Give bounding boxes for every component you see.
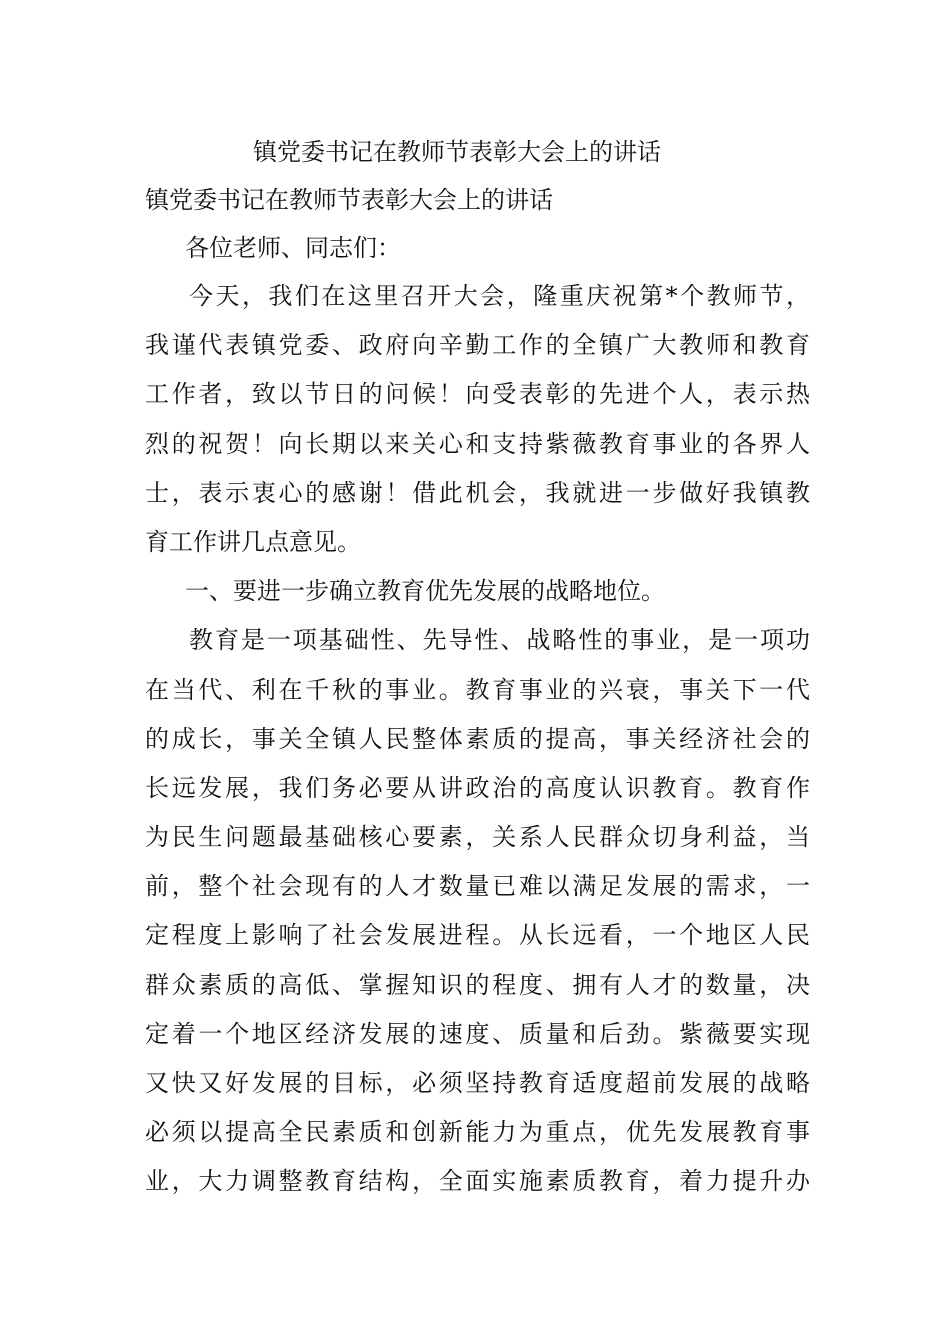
paragraph-opening [145,272,810,567]
paragraph-line: 士，表示衷心的感谢！借此机会，我就进一步做好我镇教 [145,478,810,507]
paragraph-line: 定着一个地区经济发展的速度、质量和后劲。紫薇要实现 [145,1019,810,1048]
paragraph-line: 在当代、利在千秋的事业。教育事业的兴衰，事关下一代 [145,675,810,704]
document-subtitle: 镇党委书记在教师节表彰大会上的讲话 [145,186,553,214]
paragraph-line: 又快又好发展的目标，必须坚持教育适度超前发展的战略 [145,1069,810,1097]
paragraph-line: 我谨代表镇党委、政府向辛勤工作的全镇广大教师和教育 [145,331,810,360]
section-heading-one: 一、要进一步确立教育优先发展的战略地位。 [185,577,665,606]
paragraph-line: 育工作讲几点意见。 [145,527,361,556]
paragraph-line: 为民生问题最基础核心要素，关系人民群众切身利益，当 [145,823,810,852]
document-body [145,128,810,1207]
paragraph-line: 教育是一项基础性、先导性、战略性的事业，是一项功 [189,626,810,655]
paragraph-line: 群众素质的高低、掌握知识的程度、拥有人才的数量，决 [145,970,810,999]
paragraph-line: 烈的祝贺！向长期以来关心和支持紫薇教育事业的各界人 [145,429,810,458]
paragraph-education-priority [145,616,810,1206]
paragraph-line: 业，大力调整教育结构，全面实施素质教育，着力提升办 [145,1167,810,1196]
paragraph-line: 前，整个社会现有的人才数量已难以满足发展的需求，一 [145,872,810,901]
document-title: 镇党委书记在教师节表彰大会上的讲话 [253,138,661,166]
paragraph-line: 工作者，致以节日的问候！向受表彰的先进个人，表示热 [145,380,810,409]
paragraph-line: 的成长，事关全镇人民整体素质的提高，事关经济社会的 [145,724,810,753]
salutation: 各位老师、同志们： [185,234,401,262]
paragraph-line: 长远发展，我们务必要从讲政治的高度认识教育。教育作 [145,773,810,802]
paragraph-line: 必须以提高全民素质和创新能力为重点，优先发展教育事 [145,1118,810,1147]
paragraph-line: 今天，我们在这里召开大会，隆重庆祝第*个教师节， [189,282,810,310]
paragraph-line: 定程度上影响了社会发展进程。从长远看，一个地区人民 [145,921,810,950]
